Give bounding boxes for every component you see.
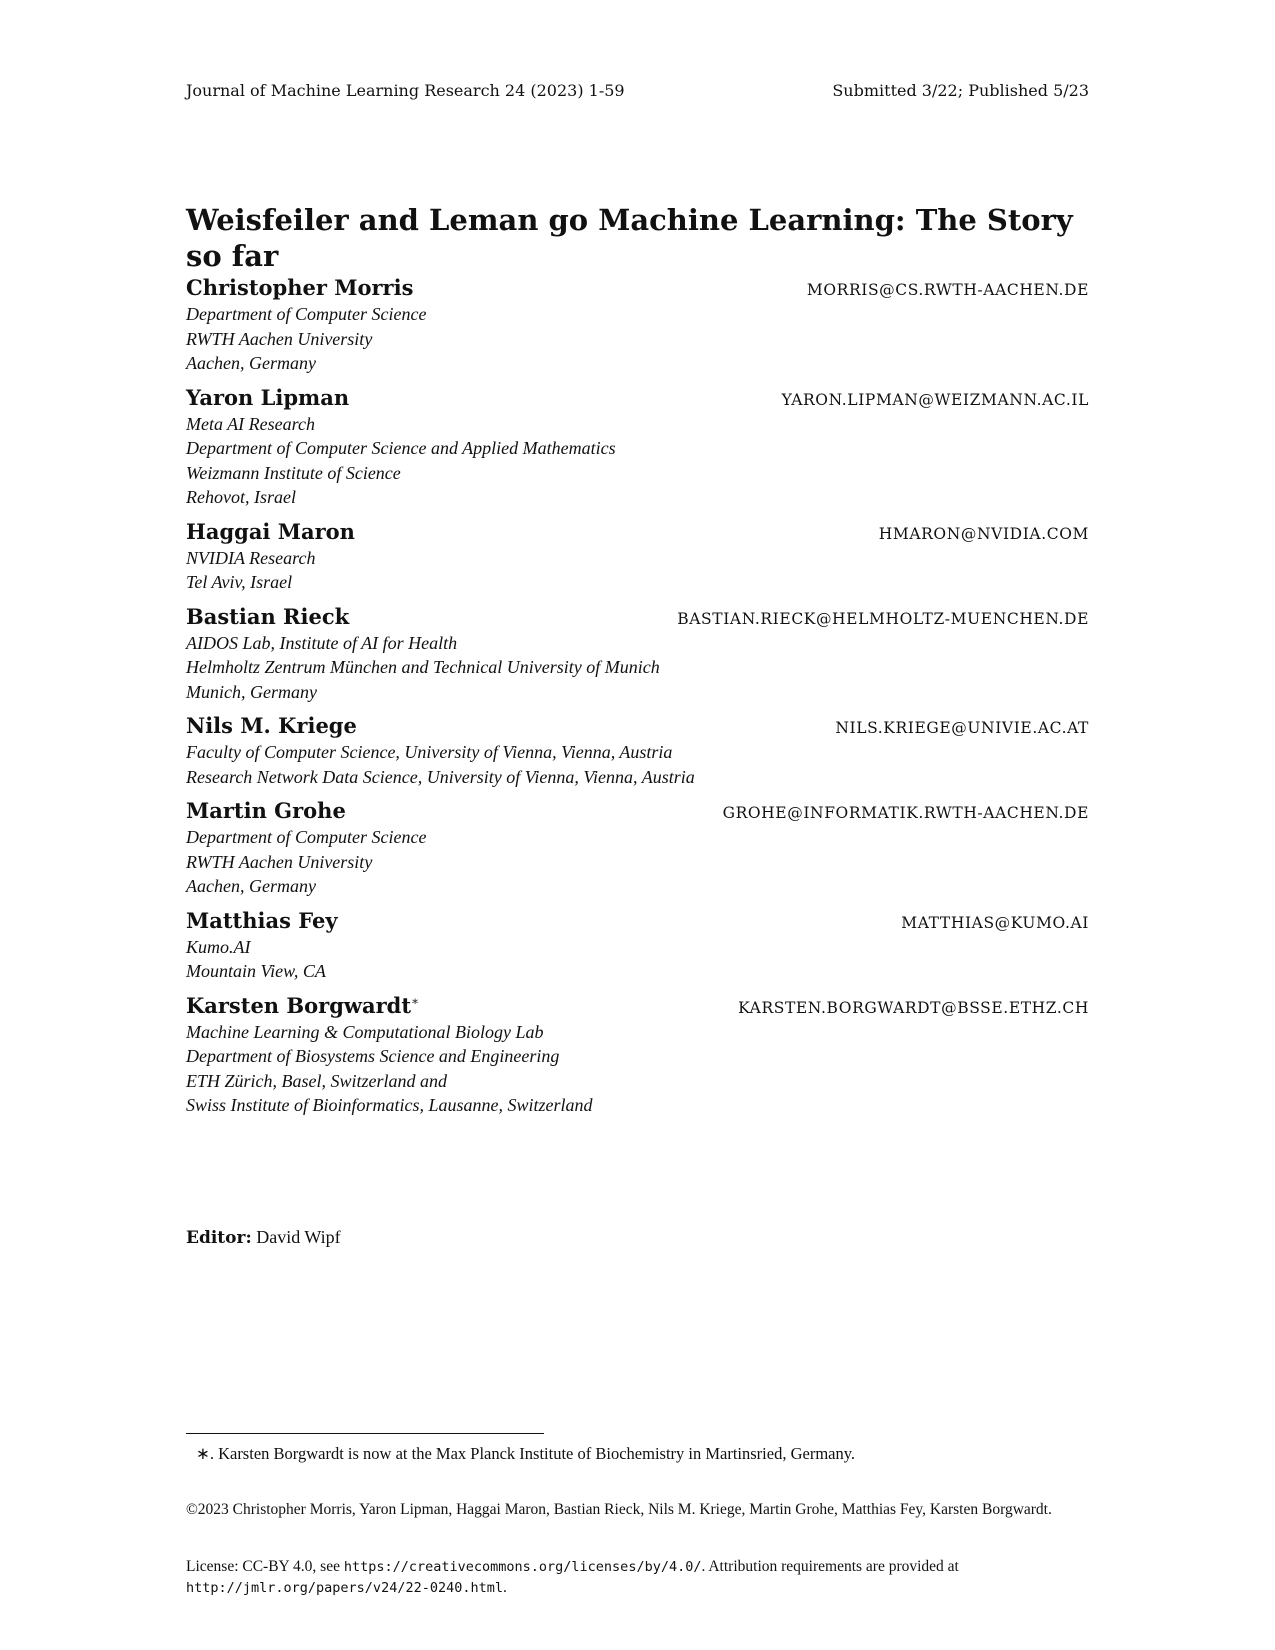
author-list xyxy=(186,275,1089,1127)
affiliation-line: RWTH Aachen University xyxy=(186,851,373,872)
affiliation-line: Department of Biosystems Science and Engineering xyxy=(186,1046,560,1066)
license-suffix: . xyxy=(502,1578,507,1596)
paper-url-link[interactable]: http://jmlr.org/papers/v24/22-0240.html xyxy=(186,1579,503,1596)
author-email: MATTHIAS@KUMO.AI xyxy=(901,913,1089,932)
affiliation-line: NVIDIA Research xyxy=(186,547,316,568)
license-notice xyxy=(186,1557,1089,1598)
author-email: YARON.LIPMAN@WEIZMANN.AC.IL xyxy=(781,390,1089,409)
author-name: Haggai Maron xyxy=(186,518,355,544)
license-prefix: License: CC-BY 4.0, see xyxy=(186,1558,344,1575)
affiliation-line: RWTH Aachen University xyxy=(186,328,373,349)
author-name: Yaron Lipman xyxy=(186,384,350,410)
affiliation-line: Machine Learning & Computational Biology Lab xyxy=(186,1021,544,1042)
paper-title: Weisfeiler and Leman go Machine Learning: The Story so far xyxy=(186,203,1073,273)
affiliation-line: Faculty of Computer Science, University of Vienna, Vienna, Austria xyxy=(186,742,673,762)
affiliation-line: Rehovot, Israel xyxy=(186,487,296,507)
author-name: Christopher Morris xyxy=(186,275,414,300)
author-name: Matthias Fey xyxy=(186,907,338,933)
journal-header: Journal of Machine Learning Research 24 (2023) 1-59 xyxy=(186,81,625,100)
affiliation-line: Department of Computer Science xyxy=(186,827,427,847)
affiliation-line: Helmholtz Zentrum München and Technical University of Munich xyxy=(186,657,660,677)
affiliation-line: Mountain View, CA xyxy=(186,961,326,981)
editor-name: David Wipf xyxy=(256,1227,341,1247)
footnote-marker: ∗ xyxy=(411,993,420,1008)
author-name-text: Karsten Borgwardt xyxy=(186,992,412,1018)
editor-line xyxy=(186,1227,341,1248)
footnote-divider xyxy=(186,1433,544,1434)
affiliation-line: Department of Computer Science and Applied Mathematics xyxy=(186,438,616,458)
author-block xyxy=(186,604,1089,705)
affiliation-line: Research Network Data Science, University of Vienna, Vienna, Austria xyxy=(186,766,695,787)
author-name xyxy=(186,993,419,1018)
affiliation-line: Department of Computer Science xyxy=(186,304,427,324)
author-email: MORRIS@CS.RWTH-AACHEN.DE xyxy=(806,281,1089,299)
affiliation-line: AIDOS Lab, Institute of AI for Health xyxy=(186,632,458,653)
author-block xyxy=(186,993,1089,1118)
affiliation-line: Munich, Germany xyxy=(186,681,317,702)
license-middle: . Attribution requirements are provided at xyxy=(701,1558,959,1575)
author-block xyxy=(186,713,1089,789)
affiliation-line: Aachen, Germany xyxy=(186,876,316,896)
author-name: Bastian Rieck xyxy=(186,603,350,629)
affiliation-line: ETH Zürich, Basel, Switzerland and xyxy=(186,1070,448,1091)
author-email: KARSTEN.BORGWARDT@BSSE.ETHZ.CH xyxy=(738,998,1089,1017)
author-block xyxy=(186,908,1089,984)
author-email: GROHE@INFORMATIK.RWTH-AACHEN.DE xyxy=(722,804,1089,822)
author-email: HMARON@NVIDIA.COM xyxy=(878,524,1089,543)
author-name: Martin Grohe xyxy=(186,798,346,823)
author-name: Nils M. Kriege xyxy=(186,713,357,738)
affiliation-line: Swiss Institute of Bioinformatics, Lausanne, Switzerland xyxy=(186,1095,593,1115)
affiliation-line: Kumo.AI xyxy=(186,936,251,957)
author-block xyxy=(186,385,1089,510)
author-email: NILS.KRIEGE@UNIVIE.AC.AT xyxy=(835,719,1089,737)
affiliation-line: Weizmann Institute of Science xyxy=(186,462,401,483)
affiliation-line: Meta AI Research xyxy=(186,413,315,434)
author-block xyxy=(186,519,1089,595)
affiliation-line: Aachen, Germany xyxy=(186,353,316,373)
author-block xyxy=(186,275,1089,376)
editor-label: Editor: xyxy=(186,1228,252,1248)
affiliation-line: Tel Aviv, Israel xyxy=(186,572,293,592)
submission-dates: Submitted 3/22; Published 5/23 xyxy=(832,81,1089,100)
copyright-notice: ©2023 Christopher Morris, Yaron Lipman, Haggai Maron, Bastian Rieck, Nils M. Kriege, Martin Grohe, Matthias Fey, Karsten Borgwardt. xyxy=(186,1501,1052,1518)
license-url-link[interactable]: https://creativecommons.org/licenses/by/4.0/ xyxy=(343,1559,702,1575)
footnote: ∗. Karsten Borgwardt is now at the Max Planck Institute of Biochemistry in Martinsried, Germany. xyxy=(196,1444,856,1463)
author-block xyxy=(186,798,1089,899)
author-email: BASTIAN.RIECK@HELMHOLTZ-MUENCHEN.DE xyxy=(677,609,1089,628)
